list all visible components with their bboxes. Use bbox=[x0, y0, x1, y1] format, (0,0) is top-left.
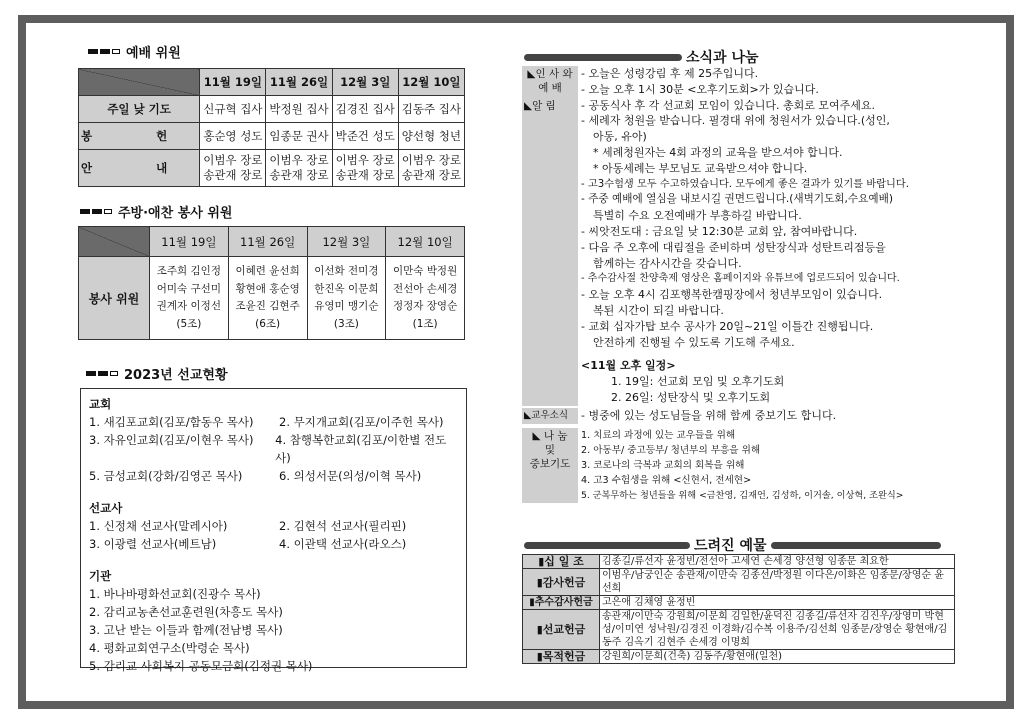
table-cell: 이범우 장로 송관재 장로 bbox=[200, 150, 266, 187]
prayer-body bbox=[578, 428, 954, 503]
schedule-line: 2. 26일: 성탄장식 및 오후기도회 bbox=[611, 390, 771, 404]
news-line: 함께하는 감사시간을 갖습니다. bbox=[593, 256, 742, 270]
row-label: 주일 낮 기도 bbox=[79, 96, 200, 123]
table-cell: 박정원 집사 bbox=[266, 96, 332, 123]
news-line: - 씨앗전도대 : 금요일 낮 12:30분 교회 앞, 참여바랍니다. bbox=[581, 224, 858, 238]
team-member-line: 어미숙 구선미 bbox=[156, 282, 221, 295]
list-item: 3. 고난 받는 이들과 함께(전남병 목사) bbox=[89, 623, 283, 637]
news-line: - 오늘은 성령강림 후 제 25주입니다. bbox=[581, 67, 759, 80]
heading-bar-icon bbox=[524, 54, 682, 61]
list-item: 1. 바나바평화선교회(진광수 목사) bbox=[89, 587, 261, 601]
team-cell bbox=[228, 257, 307, 340]
news-line: 복된 시간이 되길 바랍니다. bbox=[593, 303, 724, 317]
team-member-line: 권계자 이정선 bbox=[156, 300, 221, 312]
news-line: - 주중 예배에 열심을 내보시길 권면드립니다.(새벽기도회,수요예배) bbox=[581, 193, 893, 206]
missionaries-heading: 선교사 bbox=[89, 501, 123, 515]
prayer-label: ◣ 나 눔 및 중보기도 bbox=[522, 428, 578, 503]
offering-label: ▮십 일 조 bbox=[523, 555, 600, 569]
team-member-line: 조윤진 김현주 bbox=[235, 300, 300, 312]
list-item: 3. 이광렬 선교사(베트남) bbox=[89, 537, 217, 551]
date-header: 12월 3일 bbox=[332, 69, 398, 96]
news-line: 아동, 유아) bbox=[593, 130, 647, 144]
offering-names: 송관재/이만숙 강원희/이문희 김일한/윤덕진 김종길/류선자 김진우/장영미 박현성/이미연 성낙원/김경진 이경화/김수복 이용주/김선희 임종문/장영순 황현애/김동주 김옥기 김현주 손세경 이명희 bbox=[600, 610, 955, 650]
heading-bar-icon bbox=[524, 542, 690, 549]
news-line: 특별히 수요 오전예배가 부흥하길 바랍니다. bbox=[593, 209, 802, 223]
offering-names: 이범우/남궁인순 송관재/이만숙 김종선/박정원 이다은/이화은 임종문/장영순 윤선희 bbox=[600, 569, 955, 596]
worship-table bbox=[78, 68, 465, 187]
list-row bbox=[89, 431, 458, 467]
row-label: 안 내 bbox=[79, 150, 200, 187]
list-item: 4. 참행복한교회(김포/이한별 전도사) bbox=[275, 433, 447, 465]
team-member-line: 이선화 전미경 bbox=[314, 265, 379, 277]
news-line: 안전하게 진행될 수 있도록 기도해 주세요. bbox=[593, 335, 795, 349]
offering-label: ▮추수감사헌금 bbox=[523, 596, 600, 610]
kitchen-section-heading bbox=[80, 202, 232, 221]
list-item: 4. 이관택 선교사(라오스) bbox=[279, 537, 407, 551]
news-line: - 고3수험생 모두 수고하였습니다. 모두에게 좋은 결과가 있기를 바랍니다. bbox=[581, 178, 909, 190]
team-cell bbox=[150, 257, 229, 340]
table-cell: 신규혁 집사 bbox=[200, 96, 266, 123]
news-section-heading bbox=[524, 47, 759, 67]
team-cell bbox=[386, 257, 465, 340]
list-item: 3. 자유인교회(김포/이현우 목사) bbox=[89, 433, 254, 447]
date-header: 11월 19일 bbox=[150, 227, 229, 257]
date-header: 11월 26일 bbox=[266, 69, 332, 96]
team-number: (5조) bbox=[176, 317, 202, 330]
date-header: 12월 3일 bbox=[307, 227, 386, 257]
offerings-title: 드려진 예물 bbox=[694, 538, 767, 554]
list-row bbox=[89, 517, 458, 535]
date-header: 12월 10일 bbox=[386, 227, 465, 257]
kitchen-table bbox=[78, 226, 465, 340]
orgs-heading: 기관 bbox=[89, 569, 112, 583]
offering-names: 고은애 김채영 윤정빈 bbox=[600, 596, 955, 610]
team-member-line: 유영미 맹기순 bbox=[314, 300, 379, 312]
prayer-line: 1. 치료의 과정에 있는 교우들을 위해 bbox=[581, 429, 736, 441]
list-item: 2. 무지개교회(김포/이주헌 목사) bbox=[279, 415, 444, 429]
heading-bar-icon bbox=[771, 542, 941, 549]
kitchen-title: 주방·애찬 봉사 위원 bbox=[118, 206, 233, 221]
list-row bbox=[89, 467, 458, 485]
offerings-section-heading bbox=[524, 535, 941, 555]
news-line: - 교회 십자가탑 보수 공사가 20일~21일 이틀간 진행됩니다. bbox=[581, 319, 874, 333]
member-news-row bbox=[522, 408, 954, 424]
team-cell bbox=[307, 257, 386, 340]
table-cell: 이범우 장로 송관재 장로 bbox=[398, 150, 464, 187]
team-member-line: 황현애 홍순영 bbox=[235, 282, 300, 295]
list-item: 2. 감리교농촌선교훈련원(차흥도 목사) bbox=[89, 605, 283, 619]
churches-heading: 교회 bbox=[89, 397, 112, 411]
prayer-row bbox=[522, 428, 954, 503]
table-cell: 박준건 성도 bbox=[332, 123, 398, 150]
news-line: - 다음 주 오후에 대림절을 준비하며 성탄장식과 성탄트리점등을 bbox=[581, 240, 886, 254]
corner-cell bbox=[79, 69, 200, 96]
prayer-line: 5. 군복무하는 청년들을 위해 <금찬영, 김재언, 김성하, 이거솔, 이상혁, 조완식> bbox=[581, 489, 904, 501]
notice-label: ◣알 림 bbox=[522, 98, 578, 406]
schedule-line: 1. 19일: 선교회 모임 및 오후기도회 bbox=[611, 375, 785, 389]
list-item: 2. 김현석 선교사(필리핀) bbox=[279, 519, 407, 533]
bullet-bars-icon bbox=[80, 209, 112, 214]
notice-row bbox=[522, 98, 954, 406]
news-line: - 세례자 청원을 받습니다. 필경대 위에 청원서가 있습니다.(성인, bbox=[581, 114, 890, 128]
team-number: (6조) bbox=[255, 317, 281, 330]
list-row bbox=[89, 413, 458, 431]
row-label: 봉 헌 bbox=[79, 123, 200, 150]
offering-label: ▮선교헌금 bbox=[523, 610, 600, 650]
team-number: (1조) bbox=[412, 317, 438, 330]
notice-body bbox=[578, 98, 954, 406]
table-cell: 김동주 집사 bbox=[398, 96, 464, 123]
greeting-row bbox=[522, 66, 954, 98]
worship-section-heading bbox=[88, 42, 181, 61]
prayer-line: 4. 고3 수험생을 위해 <신현서, 전세현> bbox=[581, 474, 752, 486]
mission-section-heading bbox=[86, 364, 228, 383]
offering-label: ▮감사헌금 bbox=[523, 569, 600, 596]
list-item: 1. 신정채 선교사(말레시아) bbox=[89, 519, 228, 533]
prayer-line: 2. 아동부/ 중고등부/ 청년부의 부흥을 위해 bbox=[581, 444, 761, 456]
list-row bbox=[89, 535, 458, 553]
greeting-label: ◣인 사 와 예 배 bbox=[522, 66, 578, 98]
team-member-line: 전선아 손세경 bbox=[393, 282, 458, 295]
bullet-bars-icon bbox=[88, 49, 120, 54]
table-cell: 이범우 장로 송관재 장로 bbox=[332, 150, 398, 187]
table-cell: 김경진 집사 bbox=[332, 96, 398, 123]
list-item: 6. 의성서문(의성/이혁 목사) bbox=[279, 469, 422, 483]
worship-title: 예배 위원 bbox=[126, 46, 181, 61]
offering-names: 김종길/류선자 윤정빈/전선아 고세연 손세경 양선형 임종문 최요한 bbox=[600, 555, 955, 569]
news-section bbox=[522, 66, 954, 503]
mission-box bbox=[80, 388, 467, 673]
offerings-table bbox=[522, 554, 955, 664]
news-line: - 추수감사절 찬양축제 영상은 홈페이지와 유튜브에 업로드되어 있습니다. bbox=[581, 273, 900, 285]
team-number: (3조) bbox=[333, 317, 359, 330]
row-label: 봉사 위원 bbox=[79, 257, 150, 340]
bullet-bars-icon bbox=[86, 371, 118, 376]
table-cell: 양선형 청년 bbox=[398, 123, 464, 150]
date-header: 12월 10일 bbox=[398, 69, 464, 96]
news-line: - 오늘 오후 1시 30분 <오후기도회>가 있습니다. bbox=[581, 82, 819, 96]
corner-cell bbox=[79, 227, 150, 257]
member-news-label: ◣교우소식 bbox=[522, 408, 578, 424]
team-member-line: 정정자 장영순 bbox=[393, 300, 458, 312]
list-item: 5. 감리교 사회복지 공동모금회(김정권 목사) bbox=[89, 659, 313, 673]
offering-label: ▮목적헌금 bbox=[523, 650, 600, 664]
list-item: 5. 금성교회(강화/김영곤 목사) bbox=[89, 469, 243, 483]
table-cell: 이범우 장로 송관재 장로 bbox=[266, 150, 332, 187]
list-item: 4. 평화교회연구소(박령순 목사) bbox=[89, 641, 250, 655]
schedule-title: <11월 오후 일정> bbox=[581, 359, 676, 373]
date-header: 11월 19일 bbox=[200, 69, 266, 96]
member-news-body bbox=[578, 408, 954, 424]
team-member-line: 이혜련 윤선희 bbox=[235, 265, 300, 277]
list-item: 1. 새김포교회(김포/함동우 목사) bbox=[89, 415, 254, 429]
mission-title: 2023년 선교현황 bbox=[124, 368, 228, 383]
team-member-line: 이만숙 박정원 bbox=[393, 265, 458, 277]
news-line: * 세례청원자는 4회 과정의 교육을 받으셔야 합니다. bbox=[593, 145, 843, 159]
news-line: - 공동식사 후 각 선교회 모임이 있습니다. 총회로 모여주세요. bbox=[581, 98, 875, 112]
news-line: * 아동세례는 부모님도 교육받으셔야 합니다. bbox=[593, 161, 808, 175]
team-member-line: 한진옥 이문희 bbox=[314, 282, 379, 295]
news-line: - 병중에 있는 성도님들을 위해 함께 중보기도 합니다. bbox=[581, 408, 837, 422]
table-cell: 홍순영 성도 bbox=[200, 123, 266, 150]
offering-names: 강원희/이문희(건축) 김동주/황현애(일천) bbox=[600, 650, 955, 664]
date-header: 11월 26일 bbox=[228, 227, 307, 257]
team-member-line: 조주희 김인정 bbox=[156, 265, 221, 277]
news-line: - 오늘 오후 4시 김포행복한캠핑장에서 청년부모임이 있습니다. bbox=[581, 288, 883, 302]
prayer-line: 3. 코로나의 극복과 교회의 회복을 위해 bbox=[581, 459, 745, 471]
news-title: 소식과 나눔 bbox=[686, 50, 759, 66]
table-cell: 임종문 권사 bbox=[266, 123, 332, 150]
greeting-body bbox=[578, 66, 954, 98]
